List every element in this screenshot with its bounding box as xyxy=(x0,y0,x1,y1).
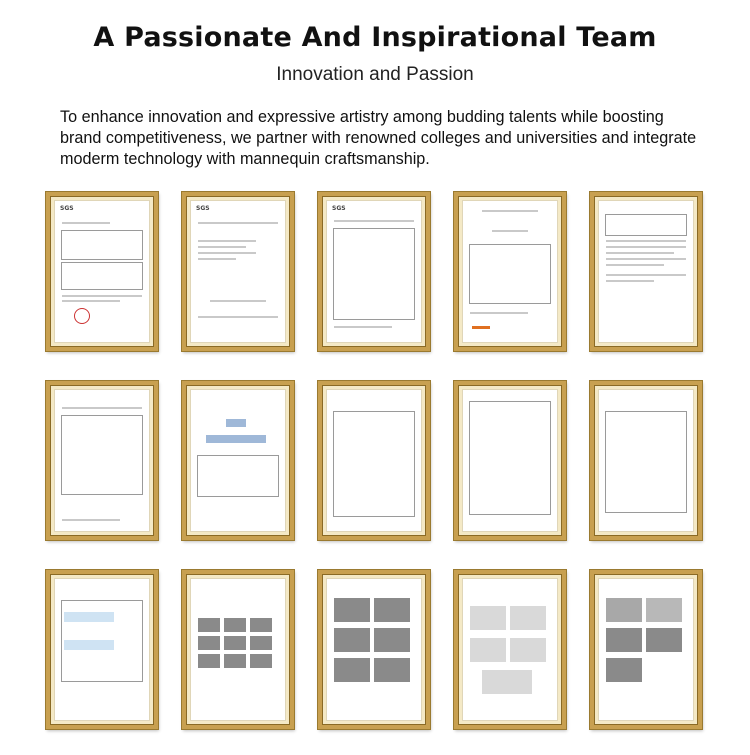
certificate-frame[interactable] xyxy=(318,570,430,729)
page-subtitle: Innovation and Passion xyxy=(276,64,474,85)
certificate-document xyxy=(54,389,150,532)
certificate-frame[interactable] xyxy=(46,192,158,351)
certificate-document xyxy=(462,578,558,721)
certificate-logo: SGS xyxy=(60,205,74,212)
certificate-frame[interactable] xyxy=(590,381,702,540)
certificate-frame[interactable] xyxy=(454,192,566,351)
certificate-frame[interactable] xyxy=(318,192,430,351)
certificate-document xyxy=(190,389,286,532)
certificate-document xyxy=(54,200,150,343)
certificate-frame[interactable] xyxy=(318,381,430,540)
photo-thumbnail xyxy=(334,598,370,622)
certificate-frame[interactable] xyxy=(182,381,294,540)
photo-thumbnail xyxy=(374,598,410,622)
photo-thumbnail xyxy=(198,636,220,650)
photo-thumbnail xyxy=(646,598,682,622)
photo-thumbnail xyxy=(374,658,410,682)
photo-thumbnail xyxy=(224,636,246,650)
certificate-document xyxy=(326,200,422,343)
certificate-document xyxy=(190,578,286,721)
certificate-frame[interactable] xyxy=(454,570,566,729)
photo-thumbnail xyxy=(334,658,370,682)
certificate-logo: SGS xyxy=(332,205,346,212)
certificate-document xyxy=(326,578,422,721)
certificate-frame[interactable] xyxy=(46,570,158,729)
page-title: A Passionate And Inspirational Team xyxy=(93,22,657,53)
certificate-document xyxy=(598,200,694,343)
certificate-document xyxy=(598,578,694,721)
certificate-frame[interactable] xyxy=(182,570,294,729)
photo-thumbnail xyxy=(224,654,246,668)
intro-paragraph: To enhance innovation and expressive artistry among budding talents while boosting brand competitiveness, we partner with renowned colleges and universities and integrate moderm technology with mannequin craftsmanship. xyxy=(60,108,697,168)
photo-thumbnail xyxy=(334,628,370,652)
certificate-frame[interactable] xyxy=(46,381,158,540)
certificate-document xyxy=(598,389,694,532)
photo-thumbnail xyxy=(606,628,642,652)
photo-thumbnail xyxy=(374,628,410,652)
photo-thumbnail xyxy=(250,636,272,650)
photo-thumbnail xyxy=(646,628,682,652)
photo-thumbnail xyxy=(606,598,642,622)
certificate-grid xyxy=(46,192,706,732)
certificate-frame[interactable] xyxy=(590,192,702,351)
certificate-document xyxy=(54,578,150,721)
certificate-document xyxy=(190,200,286,343)
certificate-frame[interactable] xyxy=(590,570,702,729)
photo-thumbnail xyxy=(198,654,220,668)
photo-thumbnail xyxy=(606,658,642,682)
photo-thumbnail xyxy=(250,654,272,668)
photo-thumbnail xyxy=(224,618,246,632)
certificate-document xyxy=(326,389,422,532)
certificate-frame[interactable] xyxy=(454,381,566,540)
certificate-document xyxy=(462,200,558,343)
certificate-logo: SGS xyxy=(196,205,210,212)
certificate-frame[interactable] xyxy=(182,192,294,351)
stamp-icon xyxy=(74,308,90,324)
photo-thumbnail xyxy=(250,618,272,632)
photo-thumbnail xyxy=(198,618,220,632)
certificate-document xyxy=(462,389,558,532)
